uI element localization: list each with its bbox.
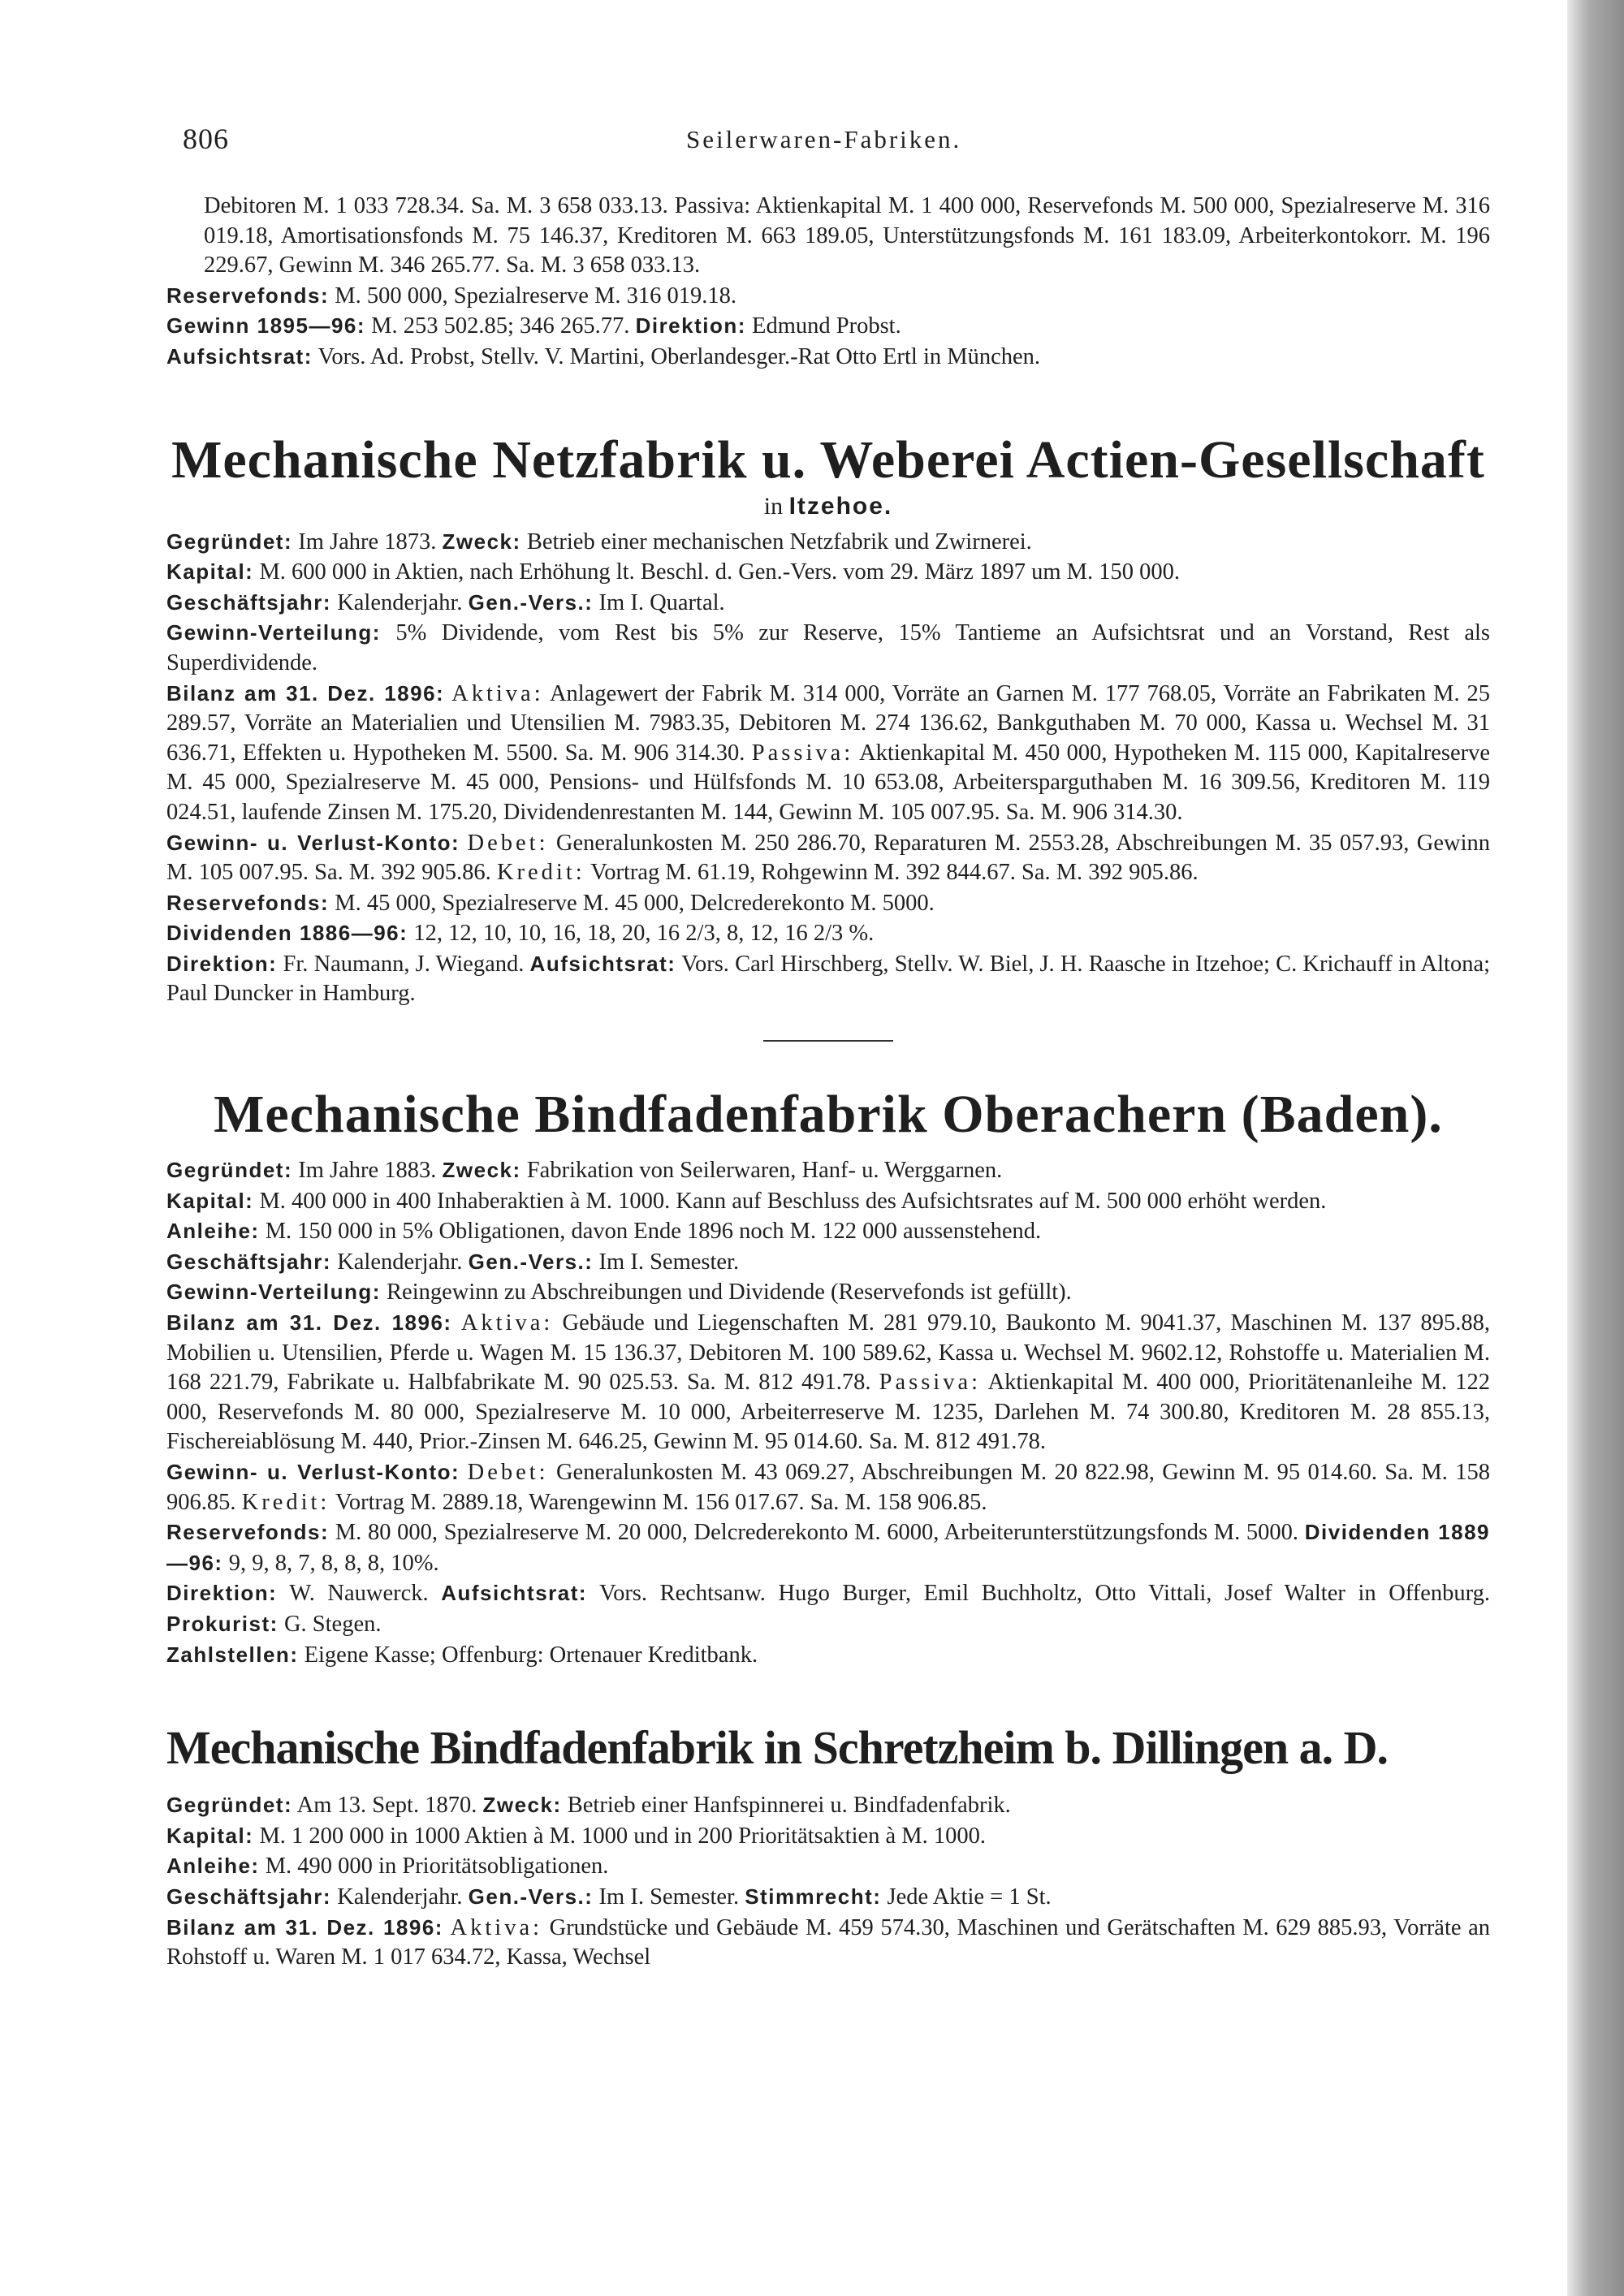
- lead-reservefonds: Reservefonds: M. 500 000, Spezialreserve M. 316 019.18.: [166, 283, 736, 309]
- entry-title: Mechanische Bindfadenfabrik Oberachern (Baden).: [214, 1085, 1443, 1145]
- field-kapital: Kapital: M. 1 200 000 in 1000 Aktien à M. 1000 und in 200 Prioritätsaktien à M. 1000.: [166, 1823, 987, 1849]
- field-reservefonds: Reservefonds: M. 80 000, Spezialreserve M. 20 000, Delcrederekonto M. 6000, Arbeiterunterstützungsfonds M. 5000. Dividenden 1889—96: 9, 9, 8, 7, 8, 8, 8, 10%.: [166, 1520, 1491, 1576]
- page-edge-shadow: [1567, 0, 1624, 2296]
- field-dividenden: Dividenden 1886—96: 12, 12, 10, 10, 16, 18, 20, 16 2/3, 8, 12, 16 2/3 %.: [166, 921, 875, 947]
- entry-bindfaden-schretzheim: [166, 1717, 1490, 1973]
- field-geschaeftsjahr: Geschäftsjahr: Kalenderjahr. Gen.-Vers.: Im I. Semester.: [166, 1249, 740, 1275]
- section-divider: [763, 1040, 893, 1042]
- entry-bindfaden-oberachern: [166, 1084, 1490, 1670]
- field-geschaeftsjahr: Geschäftsjahr: Kalenderjahr. Gen.-Vers.: Im I. Semester. Stimmrecht: Jede Aktie = 1 St.: [166, 1884, 1052, 1910]
- lead-balance-text: Debitoren M. 1 033 728.34. Sa. M. 3 658 033.13. Passiva: Aktienkapital M. 1 400 000, Reservefonds M. 500 000, Spezialreserve M. 316 019.18, Amortisationsfonds M. 75 146.37, Kreditoren M. 663 189.05, Unterstützungsfonds M. 161 183.09, Arbeiterkontokorr. M. 196 229.67, Gewinn M. 346 265.77. Sa. M. 3 658 033.13.: [204, 193, 1490, 278]
- field-direktion: Direktion: W. Nauwerck. Aufsichtsrat: Vors. Rechtsanw. Hugo Burger, Emil Buchholtz, Otto Vittali, Josef Walter in Offenburg. Prokurist: G. Stegen.: [166, 1581, 1490, 1637]
- field-kapital: Kapital: M. 600 000 in Aktien, nach Erhöhung lt. Beschl. d. Gen.-Vers. vom 29. März 1897 um M. 150 000.: [166, 559, 1181, 585]
- field-gegruendet: Gegründet: Im Jahre 1883. Zweck: Fabrikation von Seilerwaren, Hanf- u. Werggarnen.: [166, 1158, 1003, 1184]
- running-title: Seilerwaren-Fabriken.: [686, 125, 962, 153]
- document-page: [166, 122, 1490, 1973]
- field-reservefonds: Reservefonds: M. 45 000, Spezialreserve M. 45 000, Delcrederekonto M. 5000.: [166, 890, 935, 916]
- field-geschaeftsjahr: Geschäftsjahr: Kalenderjahr. Gen.-Vers.: Im I. Quartal.: [166, 589, 725, 615]
- page-number: 806: [183, 123, 229, 155]
- running-header: [166, 122, 1490, 167]
- field-gewinn-verteilung: Gewinn-Verteilung: 5% Dividende, vom Rest bis 5% zur Reserve, 15% Tantieme an Aufsichtsrat und an Vorstand, Rest als Superdividende.: [166, 620, 1490, 675]
- field-gewinn-verteilung: Gewinn-Verteilung: Reingewinn zu Abschreibungen und Dividende (Reservefonds ist gefüllt).: [166, 1280, 1072, 1306]
- field-direktion: Direktion: Fr. Naumann, J. Wiegand. Aufsichtsrat: Vors. Carl Hirschberg, Stellv. W. Biel, J. H. Raasche in Itzehoe; C. Krichauff in Altona; Paul Duncker in Hamburg.: [166, 951, 1491, 1007]
- field-guv: Gewinn- u. Verlust-Konto: Debet: Generalunkosten M. 250 286.70, Reparaturen M. 2553.28, Abschreibungen M. 35 057.93, Gewinn M. 105 007.95. Sa. M. 392 905.86. Kredit: Vortrag M. 61.19, Rohgewinn M. 392 844.67. Sa. M. 392 905.86.: [166, 830, 1490, 886]
- field-anleihe: Anleihe: M. 490 000 in Prioritätsobligationen.: [166, 1854, 609, 1880]
- lead-aufsichtsrat: Aufsichtsrat: Vors. Ad. Probst, Stellv. V. Martini, Oberlandesger.-Rat Otto Ertl in München.: [166, 343, 1040, 369]
- field-bilanz: Bilanz am 31. Dez. 1896: Aktiva: Grundstücke und Gebäude M. 459 574.30, Maschinen und Gerätschaften M. 629 885.93, Vorräte an Rohstoff u. Waren M. 1 017 634.72, Kassa, Wechsel: [166, 1914, 1490, 1970]
- entry-title: Mechanische Netzfabrik u. Weberei Actien-Gesellschaft: [171, 429, 1485, 490]
- entry-netzfabrik-itzehoe: [166, 429, 1490, 1010]
- entry-location: in Itzehoe.: [763, 492, 893, 520]
- field-kapital: Kapital: M. 400 000 in 400 Inhaberaktien à M. 1000. Kann auf Beschluss des Aufsichtsrates auf M. 500 000 erhöht werden.: [166, 1188, 1327, 1214]
- field-gegruendet: Gegründet: Im Jahre 1873. Zweck: Betrieb einer mechanischen Netzfabrik und Zwirnerei.: [166, 529, 1032, 555]
- field-bilanz: Bilanz am 31. Dez. 1896: Aktiva: Anlagewert der Fabrik M. 314 000, Vorräte an Garnen M. 177 768.05, Vorräte an Fabrikaten M. 25 289.57, Vorräte an Materialien und Utensilien M. 7983.35, Debitoren M. 274 136.62, Bankguthaben M. 70 000, Kassa u. Wechsel M. 31 636.71, Effekten u. Hypotheken M. 5500. Sa. M. 906 314.30. Passiva: Aktienkapital M. 450 000, Hypotheken M. 115 000, Kapitalreserve M. 45 000, Spezialreserve M. 45 000, Pensions- und Hülfsfonds M. 10 653.08, Arbeitersparguthaben M. 16 309.56, Kreditoren M. 119 024.51, laufende Zinsen M. 175.20, Dividendenrestanten M. 144, Gewinn M. 105 007.95. Sa. M. 906 314.30.: [166, 680, 1491, 825]
- lead-gewinn: Gewinn 1895—96: M. 253 502.85; 346 265.77. Direktion: Edmund Probst.: [166, 313, 901, 339]
- field-bilanz: Bilanz am 31. Dez. 1896: Aktiva: Gebäude und Liegenschaften M. 281 979.10, Baukonto M. 9041.37, Maschinen M. 137 895.88, Mobilien u. Utensilien, Pferde u. Wagen M. 15 136.37, Debitoren M. 100 589.62, Kassa u. Wechsel M. 9602.12, Rohstoffe u. Materialien M. 168 221.79, Fabrikate u. Halbfabrikate M. 90 025.53. Sa. M. 812 491.78. Passiva: Aktienkapital M. 400 000, Prioritätenanleihe M. 122 000, Reservefonds M. 80 000, Spezialreserve M. 10 000, Arbeiterreserve M. 1235, Darlehen M. 74 300.80, Kreditoren M. 28 855.13, Fischereiablösung M. 440, Prior.-Zinsen M. 646.25, Gewinn M. 95 014.60. Sa. M. 812 491.78.: [166, 1310, 1490, 1455]
- field-gegruendet: Gegründet: Am 13. Sept. 1870. Zweck: Betrieb einer Hanfspinnerei u. Bindfadenfabrik.: [166, 1793, 1011, 1819]
- previous-entry-continuation: [166, 192, 1490, 373]
- entry-title: Mechanische Bindfadenfabrik in Schretzheim b. Dillingen a. D.: [166, 1721, 1389, 1775]
- field-zahlstellen: Zahlstellen: Eigene Kasse; Offenburg: Ortenauer Kreditbank.: [166, 1642, 758, 1668]
- field-anleihe: Anleihe: M. 150 000 in 5% Obligationen, davon Ende 1896 noch M. 122 000 aussenstehend.: [166, 1219, 1042, 1245]
- field-guv: Gewinn- u. Verlust-Konto: Debet: Generalunkosten M. 43 069.27, Abschreibungen M. 20 822.98, Gewinn M. 95 014.60. Sa. M. 158 906.85. Kredit: Vortrag M. 2889.18, Warengewinn M. 156 017.67. Sa. M. 158 906.85.: [166, 1460, 1491, 1515]
